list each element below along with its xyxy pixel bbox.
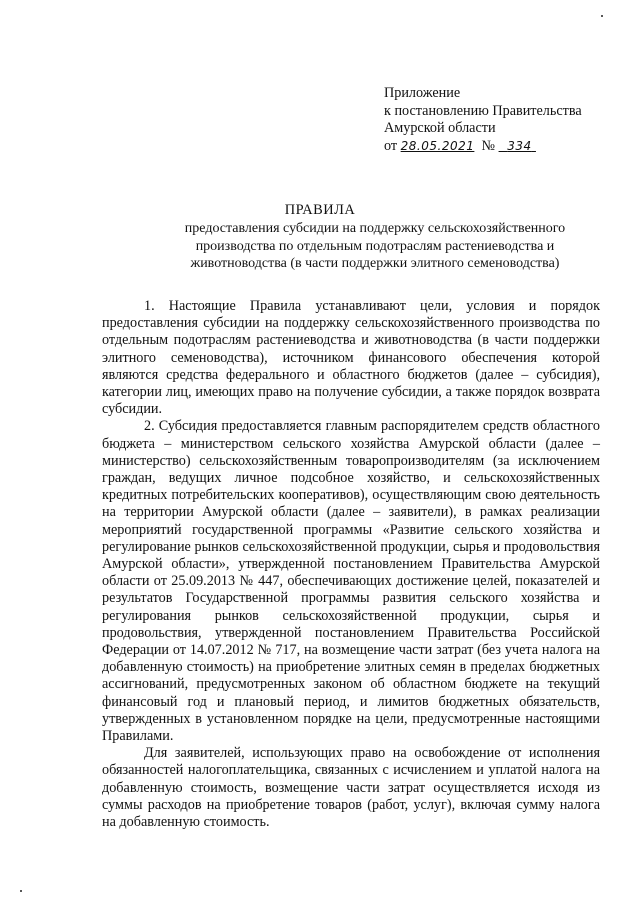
date-value: 28.05.2021 bbox=[400, 138, 475, 153]
document-subtitle: предоставления субсидии на поддержку сельскохозяйственного производства по отдельным подотраслям растениеводства и животноводства (в части поддержки элитного семеноводства) bbox=[184, 221, 566, 272]
appendix-date-line bbox=[384, 138, 582, 156]
paragraph-3: Для заявителей, использующих право на освобождение от исполнения обязанностей налогоплательщика, связанных с исчислением и уплатой налога на добавленную стоимость, возмещение части затрат осуществляется исходя из суммы расходов на приобретение товаров (работ, услуг), включая сумму налога на добавленную стоимость. bbox=[102, 745, 600, 831]
paragraph-1: 1. Настоящие Правила устанавливают цели, условия и порядок предоставления субсидии на поддержку сельскохозяйственного производства по отдельным подотраслям растениеводства и животноводства (в части поддержки элитного семеноводства), источником финансового обеспечения которой являются средства федерального и областного бюджетов (далее – субсидия), категории лиц, имеющих право на получение субсидии, а также порядок возврата субсидии. bbox=[102, 298, 600, 418]
document-title: ПРАВИЛА bbox=[284, 202, 356, 218]
number-value: 334 bbox=[507, 138, 532, 153]
appendix-line-3: Амурской области bbox=[384, 120, 496, 137]
date-prefix: от bbox=[384, 137, 398, 154]
appendix-line-2: к постановлению Правительства bbox=[384, 102, 582, 119]
appendix-block bbox=[384, 85, 582, 155]
appendix-line-1: Приложение bbox=[384, 85, 461, 101]
scan-speck bbox=[20, 890, 22, 892]
document-body bbox=[102, 298, 600, 831]
scan-speck bbox=[601, 15, 603, 17]
paragraph-2: 2. Субсидия предоставляется главным распорядителем средств областного бюджета – министерством сельского хозяйства Амурской области (далее – министерство) сельскохозяйственным товаропроизводителям (за исключением граждан, ведущих личное подсобное хозяйство, и сельскохозяйственных кредитных потребительских кооперативов), осуществляющим свою деятельность на территории Амурской области (далее – заявители), в рамках реализации мероприятий государственной программы «Развитие сельского хозяйства и регулирование рынков сельскохозяйственной продукции, сырья и продовольствия Амурской области», утвержденной постановлением Правительства Амурской области от 25.09.2013 № 447, обеспечивающих достижение целей, показателей и результатов Государственной программы развития сельского хозяйства и регулирования рынков сельскохозяйственной продукции, сырья и продовольствия, утвержденной постановлением Правительства Российской Федерации от 14.07.2012 № 717, на возмещение части затрат (без учета налога на добавленную стоимость) на приобретение элитных семян в пределах бюджетных ассигнований, предусмотренных законом об областном бюджете на текущий финансовый год и плановый период, и лимитов бюджетных обязательств, утвержденных в установленном порядке на цели, предусмотренные настоящими Правилами. bbox=[102, 418, 600, 745]
number-prefix: № bbox=[481, 137, 496, 154]
